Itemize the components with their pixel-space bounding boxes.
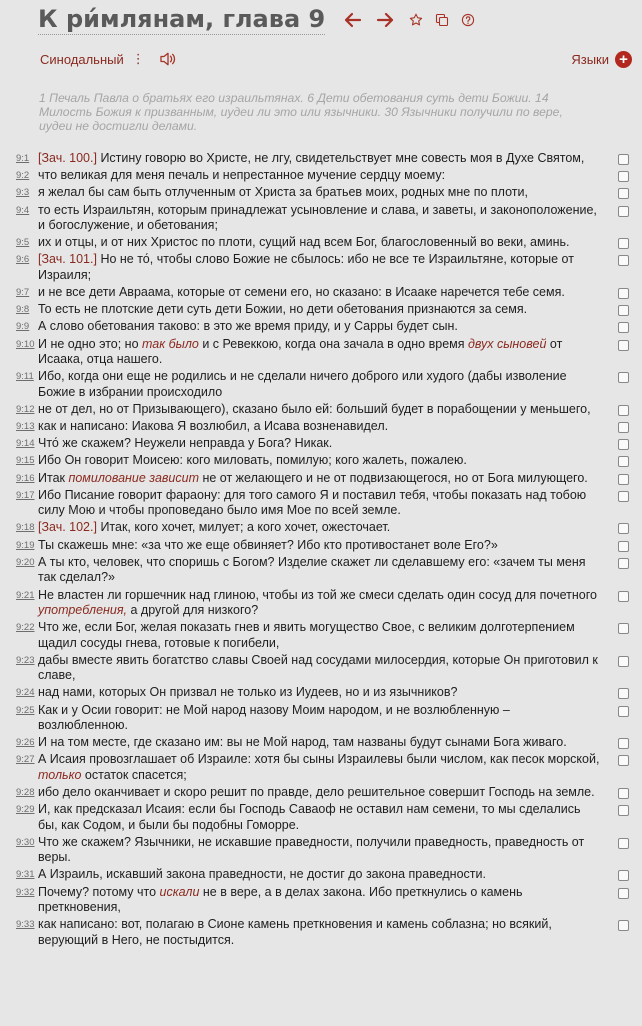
verse-checkbox[interactable]: [618, 322, 629, 333]
italic-insertion: только: [38, 767, 82, 782]
verse-row: [0, 369, 642, 400]
copy-icon: [435, 13, 449, 27]
verse-number-link[interactable]: 9:7: [16, 287, 30, 299]
verse-row: [0, 685, 642, 700]
verse-row: [0, 302, 642, 317]
verse-number-link[interactable]: 9:32: [16, 886, 35, 898]
verse-checkbox[interactable]: [618, 422, 629, 433]
verse-number-link[interactable]: 9:23: [16, 654, 35, 666]
verse-list: [0, 151, 642, 950]
verse-checkbox[interactable]: [618, 870, 629, 881]
verse-text: [38, 337, 603, 368]
verse-text-part: То есть не плотские дети суть дети Божии, но дети обетования признаются за семя.: [38, 302, 528, 317]
verse-checkbox[interactable]: [618, 171, 629, 182]
italic-insertion: искали: [159, 884, 200, 899]
verse-row: [0, 653, 642, 684]
verse-row: [0, 555, 642, 586]
verse-number-link[interactable]: 9:30: [16, 836, 35, 848]
verse-text-part: Что же, если Бог, желая показать гнев и явить могущество Свое, с великим долготерпением щадил сосуды гнева, готовые к погибели,: [38, 620, 575, 650]
chapter-summary: 1 Печаль Павла о братьях его израильтянах. 6 Дети обетования суть дети Божии. 14 Милость Божия к призванным, иудеи ли это или язычники. 30 Язычники получили по вере, иудеи не достигли делами.: [39, 91, 563, 133]
verse-number-link[interactable]: 9:27: [16, 754, 35, 766]
verse-row: [0, 703, 642, 734]
verse-row: [0, 471, 642, 486]
verse-text-part: Ибо Он говорит Моисею: кого миловать, помилую; кого жалеть, пожалею.: [38, 453, 467, 468]
verse-text-part: Итак: [38, 470, 69, 485]
verse-text: [38, 151, 603, 166]
verse-checkbox[interactable]: [618, 591, 629, 602]
languages-button[interactable]: [571, 51, 632, 68]
verse-checkbox[interactable]: [618, 474, 629, 485]
verse-checkbox[interactable]: [618, 738, 629, 749]
verse-checkbox[interactable]: [618, 405, 629, 416]
translation-selector[interactable]: Синодальный: [40, 51, 124, 67]
verse-row: [0, 337, 642, 368]
verse-number-link[interactable]: 9:21: [16, 589, 35, 601]
italic-insertion: так было: [142, 336, 199, 351]
verse-checkbox[interactable]: [618, 706, 629, 717]
verse-text: [38, 588, 603, 619]
verse-row: [0, 752, 642, 783]
verse-number-link[interactable]: 9:13: [16, 421, 35, 433]
verse-text-part: И, как предсказал Исаия: если бы Господь Саваоф не оставил нам семени, то мы сделались бы, как Содом, и были бы подобны Гоморре.: [38, 802, 581, 832]
verse-number-link[interactable]: 9:33: [16, 919, 35, 931]
verse-checkbox[interactable]: [618, 255, 629, 266]
verse-text-part: Что же скажем? Язычники, не искавшие праведности, получили праведность, праведность от веры.: [38, 834, 585, 865]
verse-text: [38, 785, 603, 800]
verse-row: [0, 168, 642, 183]
verse-checkbox[interactable]: [618, 558, 629, 569]
verse-text: [38, 703, 603, 734]
speaker-icon: [159, 51, 177, 67]
verse-text-part: над нами, которых Он призвал не только из Иудеев, но и из язычников?: [38, 685, 458, 700]
verse-checkbox[interactable]: [618, 154, 629, 165]
verse-text: [38, 319, 603, 334]
verse-text-part: Истину говорю во Христе, не лгу, свидетельствует мне совесть моя в Духе Святом,: [96, 151, 585, 165]
verse-text: [38, 867, 603, 882]
help-icon: [461, 13, 475, 27]
verse-checkbox[interactable]: [618, 920, 629, 931]
verse-text: [38, 235, 603, 250]
verse-text: [38, 252, 603, 283]
verse-number-link[interactable]: 9:31: [16, 869, 35, 881]
verse-checkbox[interactable]: [618, 305, 629, 316]
verse-text-part: то есть Израильтян, которым принадлежат усыновление и слава, и заветы, и законоположение, и богослужение, и обетования;: [38, 202, 597, 233]
verse-checkbox[interactable]: [618, 340, 629, 351]
verse-row: [0, 252, 642, 283]
verse-text: [38, 620, 603, 651]
verse-text-part: что великая для меня печаль и непрестанное мучение сердцу моему:: [38, 168, 446, 183]
verse-checkbox[interactable]: [618, 491, 629, 502]
verse-text: [38, 402, 603, 417]
verse-number-link[interactable]: 9:28: [16, 786, 35, 798]
verse-checkbox[interactable]: [618, 623, 629, 634]
verse-row: [0, 885, 642, 916]
verse-number-link[interactable]: 9:15: [16, 455, 35, 467]
toolbar: [40, 48, 632, 70]
verse-number-link[interactable]: 9:16: [16, 472, 35, 484]
verse-text-part: Ибо, когда они еще не родились и не сделали ничего доброго или худого (дабы изволение Божие в избрании происходило: [38, 369, 567, 399]
verse-row: [0, 802, 642, 833]
verse-text-part: я желал бы сам быть отлученным от Христа за братьев моих, родных мне по плоти,: [38, 185, 528, 200]
verse-row: [0, 588, 642, 619]
verse-number-link[interactable]: 9:4: [16, 204, 30, 216]
verse-text-part: не в вере, а в делах закона. Ибо преткнулись о камень преткновения,: [38, 884, 523, 914]
verse-row: [0, 785, 642, 800]
verse-checkbox[interactable]: [618, 238, 629, 249]
verse-number-link[interactable]: 9:9: [16, 321, 30, 333]
verse-text-part: Не властен ли горшечник над глиною, чтобы из той же смеси сделать один сосуд для почетного: [38, 587, 597, 602]
help-button[interactable]: [461, 13, 475, 27]
verse-row: [0, 520, 642, 535]
verse-number-link[interactable]: 9:3: [16, 187, 30, 199]
verse-text: [38, 917, 603, 948]
verse-text: [38, 653, 603, 684]
chapter-title[interactable]: К ри́млянам, глава 9: [38, 5, 326, 33]
verse-text: [38, 488, 603, 519]
verse-row: [0, 235, 642, 250]
verse-text: [38, 555, 603, 586]
verse-text-part: от Исаака, отца нашего.: [38, 336, 563, 367]
verse-number-link[interactable]: 9:2: [16, 170, 30, 182]
verse-row: [0, 867, 642, 882]
verse-text-part: дабы вместе явить богатство славы Своей над сосудами милосердия, которые Он приготовил к славе,: [38, 652, 598, 683]
verse-text-part: ибо дело оканчивает и скоро решит по правде, дело решительное совершит Господь на земле.: [38, 784, 595, 799]
verse-text: [38, 520, 603, 535]
verse-text-part: И на том месте, где сказано им: вы не Мой народ, там названы будут сынами Бога живаго.: [38, 735, 567, 750]
verse-row: [0, 203, 642, 234]
verse-checkbox[interactable]: [618, 456, 629, 467]
verse-checkbox[interactable]: [618, 523, 629, 534]
bookmark-button[interactable]: [409, 13, 423, 27]
verse-checkbox[interactable]: [618, 439, 629, 450]
verse-number-link[interactable]: 9:12: [16, 403, 35, 415]
verse-number-link[interactable]: 9:26: [16, 737, 35, 749]
verse-text: [38, 419, 603, 434]
verse-checkbox[interactable]: [618, 541, 629, 552]
arrow-left-icon: [343, 10, 363, 30]
verse-number-link[interactable]: 9:22: [16, 622, 35, 634]
verse-text: [38, 538, 603, 553]
verse-number-link[interactable]: 9:14: [16, 438, 35, 450]
verse-text: [38, 752, 603, 783]
prev-chapter-button[interactable]: [343, 10, 363, 30]
verse-row: [0, 835, 642, 866]
italic-insertion: помилование зависит: [68, 470, 199, 485]
verse-text: [38, 168, 603, 183]
verse-checkbox[interactable]: [618, 656, 629, 667]
verse-text-part: как и написано: Иакова Я возлюбил, а Исава возненавидел.: [38, 419, 389, 434]
verse-row: [0, 453, 642, 468]
verse-row: [0, 735, 642, 750]
verse-checkbox[interactable]: [618, 688, 629, 699]
verse-row: [0, 917, 642, 948]
verse-text: [38, 285, 603, 300]
reading-marker: [Зач. 101.]: [38, 252, 97, 267]
verse-number-link[interactable]: 9:10: [16, 338, 35, 350]
verse-text-part: Но не то́, чтобы слово Божие не сбылось: ибо не все те Израильтяне, которые от Израиля;: [38, 252, 574, 282]
languages-label: Языки: [571, 51, 609, 67]
verse-text: [38, 735, 603, 750]
verse-text-part: Итак, кого хочет, милует; а кого хочет, ожесточает.: [96, 520, 391, 535]
verse-text-part: и не все дети Авраама, которые от семени его, но сказано: в Исааке наречется тебе семя.: [38, 285, 565, 300]
verse-text-part: остаток спасется;: [81, 767, 187, 782]
verse-number-link[interactable]: 9:29: [16, 804, 35, 816]
verse-number-link[interactable]: 9:6: [16, 254, 30, 266]
verse-checkbox[interactable]: [618, 288, 629, 299]
verse-text: [38, 685, 603, 700]
verse-checkbox[interactable]: [618, 888, 629, 899]
verse-text: [38, 835, 603, 866]
verse-text-part: А Исаия провозглашает об Израиле: хотя бы сыны Израилевы были числом, как песок морской,: [38, 752, 600, 767]
verse-number-link[interactable]: 9:25: [16, 704, 35, 716]
verse-text-part: А слово обетования таково: в это же время приду, и у Сарры будет сын.: [38, 319, 458, 334]
verse-text-part: Как и у Осии говорит: не Мой народ назову Моим народом, и не возлюбленную – возлюбленною.: [38, 702, 510, 732]
verse-row: [0, 620, 642, 651]
verse-number-link[interactable]: 9:11: [16, 371, 34, 383]
verse-text-part: И не одно это; но: [38, 336, 142, 351]
next-chapter-button[interactable]: [375, 10, 395, 30]
verse-checkbox[interactable]: [618, 838, 629, 849]
verse-text: [38, 185, 603, 200]
plus-icon: +: [615, 51, 632, 68]
verse-row: [0, 488, 642, 519]
verse-row: [0, 402, 642, 417]
verse-text-part: Ибо Писание говорит фараону: для того самого Я и поставил тебя, чтобы показать над тобою силу Мою и чтобы проповедано было имя Мое по всей земле.: [38, 487, 587, 518]
verse-number-link[interactable]: 9:18: [16, 522, 35, 534]
header: [38, 4, 475, 35]
verse-number-link[interactable]: 9:24: [16, 687, 35, 699]
verse-row: [0, 185, 642, 200]
verse-text: [38, 885, 603, 916]
italic-insertion: употребления,: [38, 602, 127, 617]
verse-row: [0, 319, 642, 334]
verse-text-part: Что́ же скажем? Неужели неправда у Бога? Никак.: [38, 436, 333, 451]
verse-text: [38, 203, 603, 234]
verse-text-part: А Израиль, искавший закона праведности, не достиг до закона праведности.: [38, 867, 486, 882]
verse-checkbox[interactable]: [618, 805, 629, 816]
verse-checkbox[interactable]: [618, 788, 629, 799]
verse-row: [0, 436, 642, 451]
verse-text-part: не от желающего и не от подвизающегося, но от Бога милующего.: [199, 470, 588, 485]
italic-insertion: двух сыновей: [467, 336, 547, 351]
verse-checkbox[interactable]: [618, 188, 629, 199]
copy-button[interactable]: [435, 13, 449, 27]
verse-checkbox[interactable]: [618, 372, 629, 383]
verse-text-part: Ты скажешь мне: «за что же еще обвиняет? Ибо кто противостанет воле Его?»: [38, 537, 498, 552]
verse-text: [38, 802, 603, 833]
verse-checkbox[interactable]: [618, 206, 629, 217]
verse-text-part: их и отцы, и от них Христос по плоти, сущий над всем Бог, благословенный во веки, аминь.: [38, 235, 570, 250]
verse-text: [38, 369, 603, 400]
verse-number-link[interactable]: 9:5: [16, 237, 30, 249]
arrow-right-icon: [375, 10, 395, 30]
verse-text-part: Почему? потому что: [38, 884, 160, 899]
verse-number-link[interactable]: 9:19: [16, 539, 35, 551]
verse-checkbox[interactable]: [618, 755, 629, 766]
audio-button[interactable]: [159, 51, 177, 67]
verse-row: [0, 538, 642, 553]
verse-row: [0, 151, 642, 166]
verse-text: [38, 471, 603, 486]
reading-marker: [Зач. 102.]: [38, 520, 97, 535]
verse-text-part: А ты кто, человек, что споришь с Богом? Изделие скажет ли сделавшему его: «зачем ты меня так сделал?»: [38, 554, 586, 585]
verse-text: [38, 302, 603, 317]
verse-number-link[interactable]: 9:17: [16, 489, 35, 501]
verse-text-part: а другой для низкого?: [127, 602, 259, 617]
star-icon: [409, 13, 423, 27]
verse-number-link[interactable]: 9:20: [16, 556, 35, 568]
verse-number-link[interactable]: 9:8: [16, 304, 30, 316]
verse-number-link[interactable]: 9:1: [16, 153, 30, 164]
verse-row: [0, 419, 642, 434]
verse-text: [38, 436, 603, 451]
verse-text-part: не от дел, но от Призывающего), сказано было ей: больший будет в порабощении у меньшего,: [38, 401, 591, 416]
verse-text: [38, 453, 603, 468]
verse-text-part: и с Ревеккою, когда она зачала в одно время: [198, 336, 468, 351]
translation-menu-button[interactable]: ⋮: [131, 51, 145, 66]
reading-marker: [Зач. 100.]: [38, 151, 97, 165]
verse-text-part: как написано: вот, полагаю в Сионе камень преткновения и камень соблазна; но всякий, верующий в Него, не постыдится.: [38, 917, 552, 947]
verse-row: [0, 285, 642, 300]
